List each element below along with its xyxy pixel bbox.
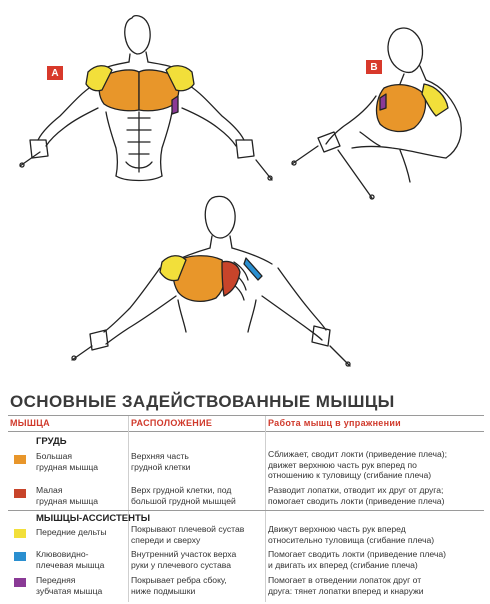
column-header-location: РАСПОЛОЖЕНИЕ [131,418,213,428]
muscle-location: Верхняя часть грудной клетки [131,451,191,472]
table-title: ОСНОВНЫЕ ЗАДЕЙСТВОВАННЫЕ МЫШЦЫ [10,392,395,411]
fig-b-anterior-deltoid [422,84,448,116]
muscle-work: Помогает сводить локти (приведение плеча) и двигать их вперед (сгибание плеча) [268,549,446,570]
muscle-work: Движут верхнюю часть рук вперед относительно туловища (сгибание плеча) [268,524,435,545]
color-swatch-anterior-deltoid [14,529,26,538]
muscle-name: Передние дельты [36,527,107,537]
figure-a-label: A [47,66,63,80]
fig-a-serratus [172,96,178,114]
column-header-muscle: МЫШЦА [10,418,50,428]
muscle-location: Покрывает ребра сбоку, ниже подмышки [131,575,227,596]
fig-c-pectoralis-minor [222,261,240,296]
group-title-assistants: МЫШЦЫ-АССИСТЕНТЫ [36,513,151,524]
muscle-work: Сближает, сводит локти (приведение плеча); движет верхнюю часть рук вперед по отношению к туловищу (сгибание плеча) [268,449,448,481]
table-top-rule [8,415,484,416]
column-divider [128,416,129,602]
color-swatch-pectoralis-minor [14,489,26,498]
muscle-location: Внутренний участок верха руки у плечевого сустава [131,549,237,570]
muscle-location: Верх грудной клетки, под большой грудной мышцей [131,485,236,506]
muscle-work: Разводит лопатки, отводит их друг от друга; помогает сводить локти (приведение плеча) [268,485,445,506]
color-swatch-coracobrachialis [14,552,26,561]
color-swatch-pectoralis-major [14,455,26,464]
muscle-location: Покрывают плечевой сустав спереди и сверху [131,524,245,545]
muscle-name: Большая грудная мышца [36,451,99,472]
header-rule [8,431,484,432]
group-rule [8,510,484,511]
figure-b-label: B [366,60,382,74]
column-header-work: Работа мышц в упражнении [268,418,402,428]
muscle-name: Малая грудная мышца [36,485,99,506]
muscle-name: Передняя зубчатая мышца [36,575,103,596]
group-title-chest: ГРУДЬ [36,436,67,447]
muscle-work: Помогает в отведении лопаток друг от друга: тянет лопатки вперед и кнаружи [268,575,424,596]
color-swatch-serratus-anterior [14,578,26,587]
muscle-name: Клювовидно- плечевая мышца [36,549,105,570]
